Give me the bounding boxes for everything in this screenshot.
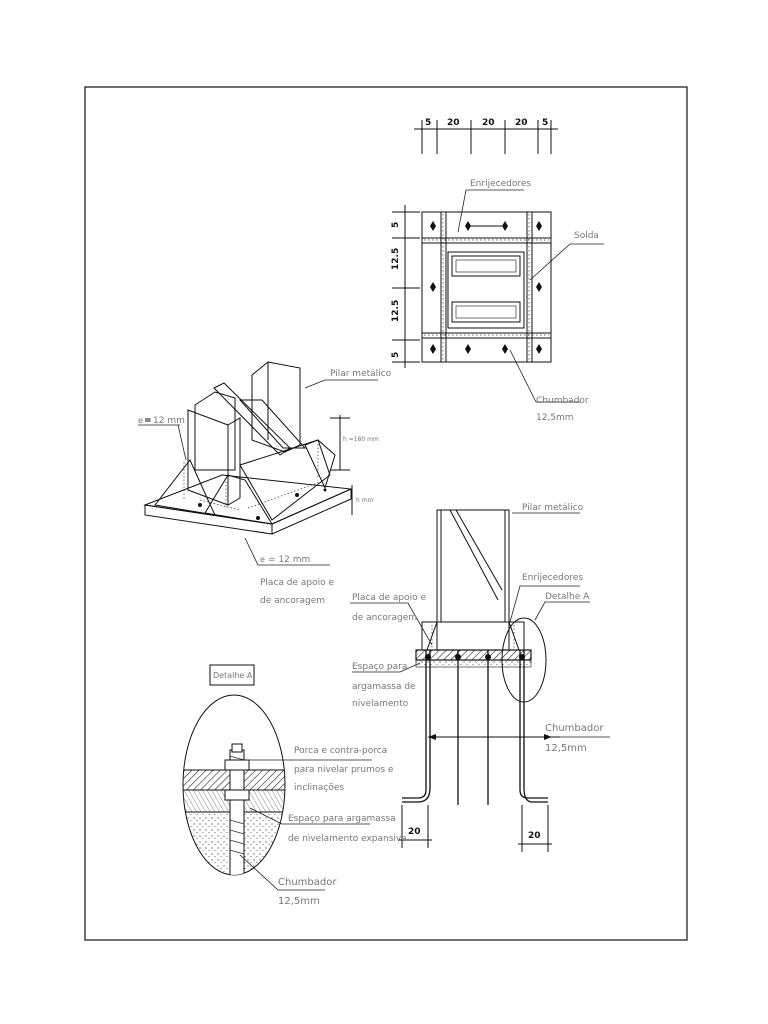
elev-label-stiffeners: Enrijecedores [522, 573, 584, 583]
iso-label-thickness-bottom-prefix: e [260, 555, 265, 564]
plan-dim-side-2: 12.5 [391, 247, 401, 270]
plan-dim-top-3: 20 [482, 118, 495, 128]
plan-label-anchor-2: 12,5mm [536, 413, 574, 423]
iso-label-plate-1: Placa de apoio e [260, 578, 335, 588]
plan-dim-top-5: 5 [542, 118, 549, 128]
elev-label-anchor-2: 12,5mm [545, 743, 587, 754]
plan-dim-top-4: 20 [515, 118, 528, 128]
iso-label-plate-2: de ancoragem [260, 596, 326, 606]
plan-dim-top-1: 5 [425, 118, 432, 128]
detail-label-nut-3: inclinações [294, 783, 345, 793]
detail-label-grout-2: de nivelamento expansiva [288, 834, 407, 844]
iso-label-thickness-top-sign: = [144, 416, 152, 426]
elev-label-column: Pilar metálico [522, 503, 584, 513]
plan-label-stiffeners: Enrijecedores [470, 179, 532, 189]
elev-label-grout-3: nivelamento [352, 699, 409, 709]
detail-label-nut-2: para nivelar prumos e [294, 765, 394, 775]
iso-label-column: Pilar metálico [330, 369, 392, 379]
plan-dim-side-1: 5 [391, 221, 401, 228]
iso-label-thickness-bottom-value: = 12 mm [268, 555, 311, 565]
sheet-border [85, 87, 687, 940]
detail-label-grout-1: Espaço para argamassa [288, 814, 396, 824]
iso-label-base-dim: h mm [356, 497, 374, 504]
elev-label-plate-2: de ancoragem [352, 613, 418, 623]
detail-label-nut-1: Porca e contra-porca [294, 746, 388, 756]
iso-label-thickness-top-value: 12 mm [153, 416, 185, 426]
plan-dim-top-2: 20 [447, 118, 460, 128]
plan-label-weld: Solda [574, 231, 599, 241]
detail-label-anchor-2: 12,5mm [278, 896, 320, 907]
elev-label-anchor-1: Chumbador [545, 723, 604, 734]
elev-dim-right: 20 [528, 831, 541, 841]
plan-dim-side-3: 12.5 [391, 299, 401, 322]
plan-label-anchor-1: Chumbador [536, 396, 589, 406]
iso-label-height: h =180 mm [343, 436, 379, 443]
elev-label-grout-2: argamassa de [352, 682, 416, 692]
detail-label-anchor-1: Chumbador [278, 877, 337, 888]
elev-label-detail: Detalhe A [545, 592, 590, 602]
iso-label-thickness-top-prefix: e [138, 416, 143, 425]
plan-dim-side-4: 5 [391, 351, 401, 358]
elev-dim-left: 20 [408, 827, 421, 837]
detail-a-title: Detalhe A [213, 671, 253, 680]
elev-label-grout-1: Espaço para [352, 662, 408, 672]
elev-label-plate-1: Placa de apoio e [352, 593, 427, 603]
